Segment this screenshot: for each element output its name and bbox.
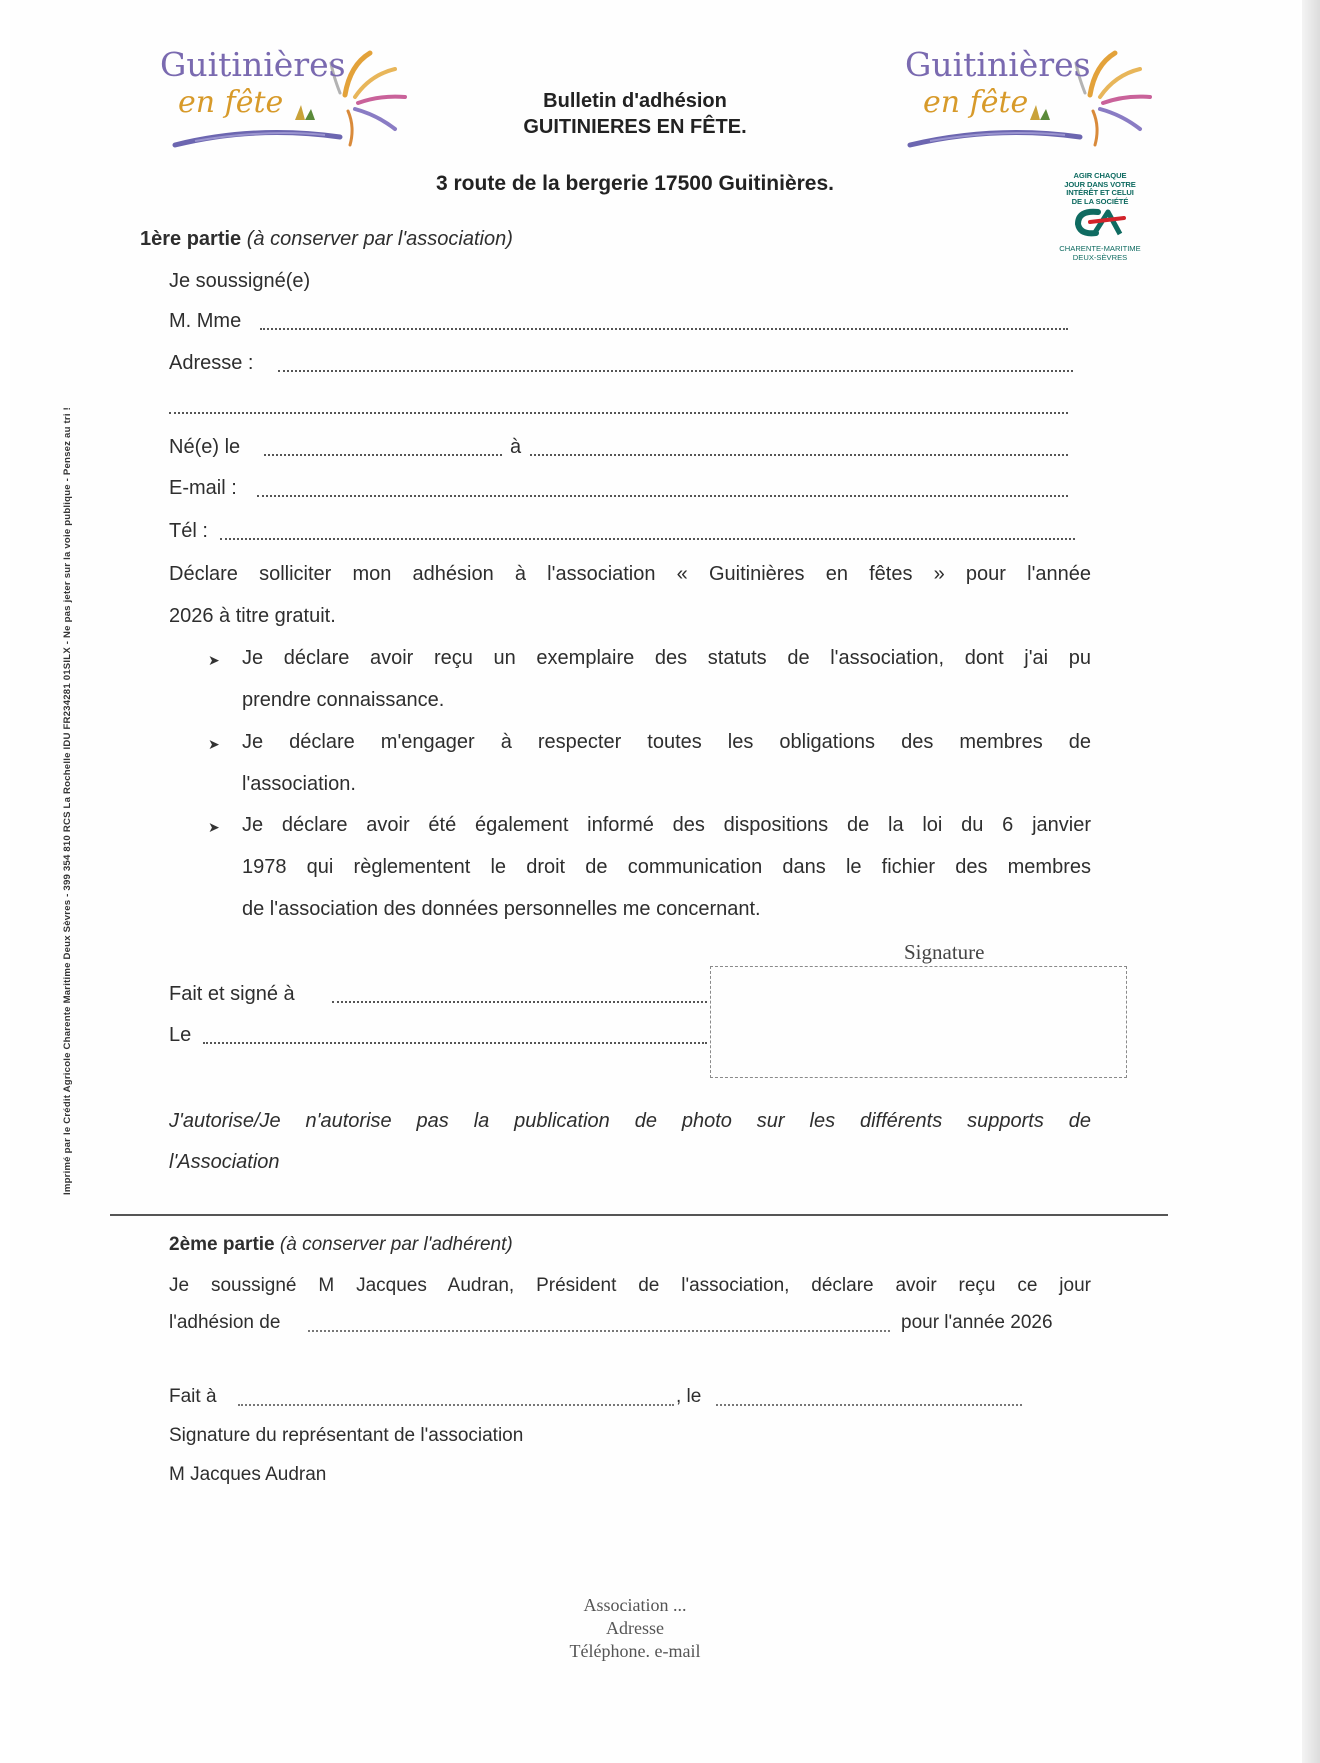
logo-text-line1: Guitinières — [905, 45, 1091, 84]
done-on-field[interactable] — [716, 1404, 1022, 1406]
data-law-declaration-line2: 1978 qui règlementent le droit de communication dans le fichier des membres — [242, 856, 1091, 878]
name-field[interactable] — [260, 328, 1068, 330]
president-name: M Jacques Audran — [169, 1464, 327, 1485]
birth-date-label: Né(e) le — [169, 436, 241, 458]
photo-consent: J'autorise/Je n'autorise pas la publication de photo sur les différents supports de — [169, 1110, 1091, 1132]
paper-edge — [1302, 0, 1320, 1763]
logo-text-line2: en fête — [923, 85, 1029, 120]
printer-imprint: Imprimé par le Crédit Agricole Charente Maritime Deux Sèvres - 399 354 810 RCS La Rochelle IDU FR234281 01SILX - Ne pas jeter sur la voie publique - Pensez au tri ! — [62, 407, 73, 1195]
document-page — [10, 0, 1300, 1763]
arrow-bullet-icon: ➤ — [208, 736, 220, 752]
document-title: Bulletin d'adhésion GUITINIERES EN FÊTE. — [523, 90, 747, 138]
credit-agricole-icon — [1072, 206, 1128, 238]
sponsor-logo — [1040, 172, 1160, 262]
obligations-declaration: Je déclare m'engager à respecter toutes les obligations des membres de — [242, 731, 1091, 753]
logo-left — [155, 45, 415, 155]
footer-address: Adresse — [606, 1618, 664, 1638]
signature-box[interactable] — [710, 966, 1127, 1078]
obligations-declaration-end: l'association. — [242, 773, 356, 795]
sponsor-slogan: AGIR CHAQUE JOUR DANS VOTRE INTÉRÊT ET CELUI DE LA SOCIÉTÉ — [1064, 171, 1136, 206]
email-field[interactable] — [257, 495, 1068, 497]
done-at-field[interactable] — [238, 1404, 674, 1406]
birth-place-field[interactable] — [530, 454, 1068, 456]
birth-date-field[interactable] — [264, 454, 502, 456]
part1-heading: 1ère partie (à conserver par l'association) — [140, 228, 513, 250]
address-field[interactable] — [278, 370, 1073, 372]
undersigned-label: Je soussigné(e) — [169, 270, 311, 292]
receipt-text: Je soussigné M Jacques Audran, Président de l'association, déclare avoir reçu ce jour — [169, 1275, 1091, 1296]
arrow-bullet-icon: ➤ — [208, 819, 220, 835]
signed-at-label: Fait et signé à — [169, 983, 295, 1005]
receipt-prefix: l'adhésion de — [169, 1312, 281, 1333]
section-divider — [110, 1214, 1168, 1216]
birth-place-label: à — [510, 436, 522, 458]
association-address: 3 route de la bergerie 17500 Guitinières. — [435, 172, 834, 195]
logo-text-line1: Guitinières — [160, 45, 346, 84]
data-law-declaration: Je déclare avoir été également informé des dispositions de la loi du 6 janvier — [242, 814, 1091, 836]
phone-field[interactable] — [220, 538, 1075, 540]
declaration-text-end: 2026 à titre gratuit. — [169, 605, 336, 627]
name-label: M. Mme — [169, 310, 242, 332]
footer-association: Association ... — [583, 1595, 687, 1615]
part2-heading: 2ème partie (à conserver par l'adhérent) — [169, 1234, 513, 1255]
done-at-label: Fait à — [169, 1386, 217, 1407]
address-label: Adresse : — [169, 352, 254, 374]
member-name-field[interactable] — [308, 1330, 890, 1332]
address-field-line2[interactable] — [169, 412, 1068, 414]
signature-label: Signature — [904, 940, 985, 964]
declaration-text: Déclare solliciter mon adhésion à l'association « Guitinières en fêtes » pour l'année — [169, 563, 1091, 585]
statutes-declaration: Je déclare avoir reçu un exemplaire des statuts de l'association, dont j'ai pu — [242, 647, 1091, 669]
data-law-declaration-end: de l'association des données personnelles me concernant. — [242, 898, 761, 920]
footer-contact: Téléphone. e-mail — [569, 1641, 701, 1661]
phone-label: Tél : — [169, 520, 208, 542]
arrow-bullet-icon: ➤ — [208, 652, 220, 668]
email-label: E-mail : — [169, 477, 237, 499]
representative-signature-label: Signature du représentant de l'association — [169, 1425, 524, 1446]
logo-right — [900, 45, 1160, 155]
sponsor-region: CHARENTE-MARITIME DEUX-SÈVRES — [1059, 244, 1141, 262]
signed-date-field[interactable] — [203, 1042, 707, 1044]
receipt-suffix: pour l'année 2026 — [901, 1312, 1053, 1333]
done-on-label: , le — [676, 1386, 702, 1407]
photo-consent-end: l'Association — [169, 1151, 280, 1173]
signed-date-label: Le — [169, 1024, 192, 1046]
logo-text-line2: en fête — [178, 85, 284, 120]
statutes-declaration-end: prendre connaissance. — [242, 689, 445, 711]
signed-at-field[interactable] — [332, 1001, 707, 1003]
